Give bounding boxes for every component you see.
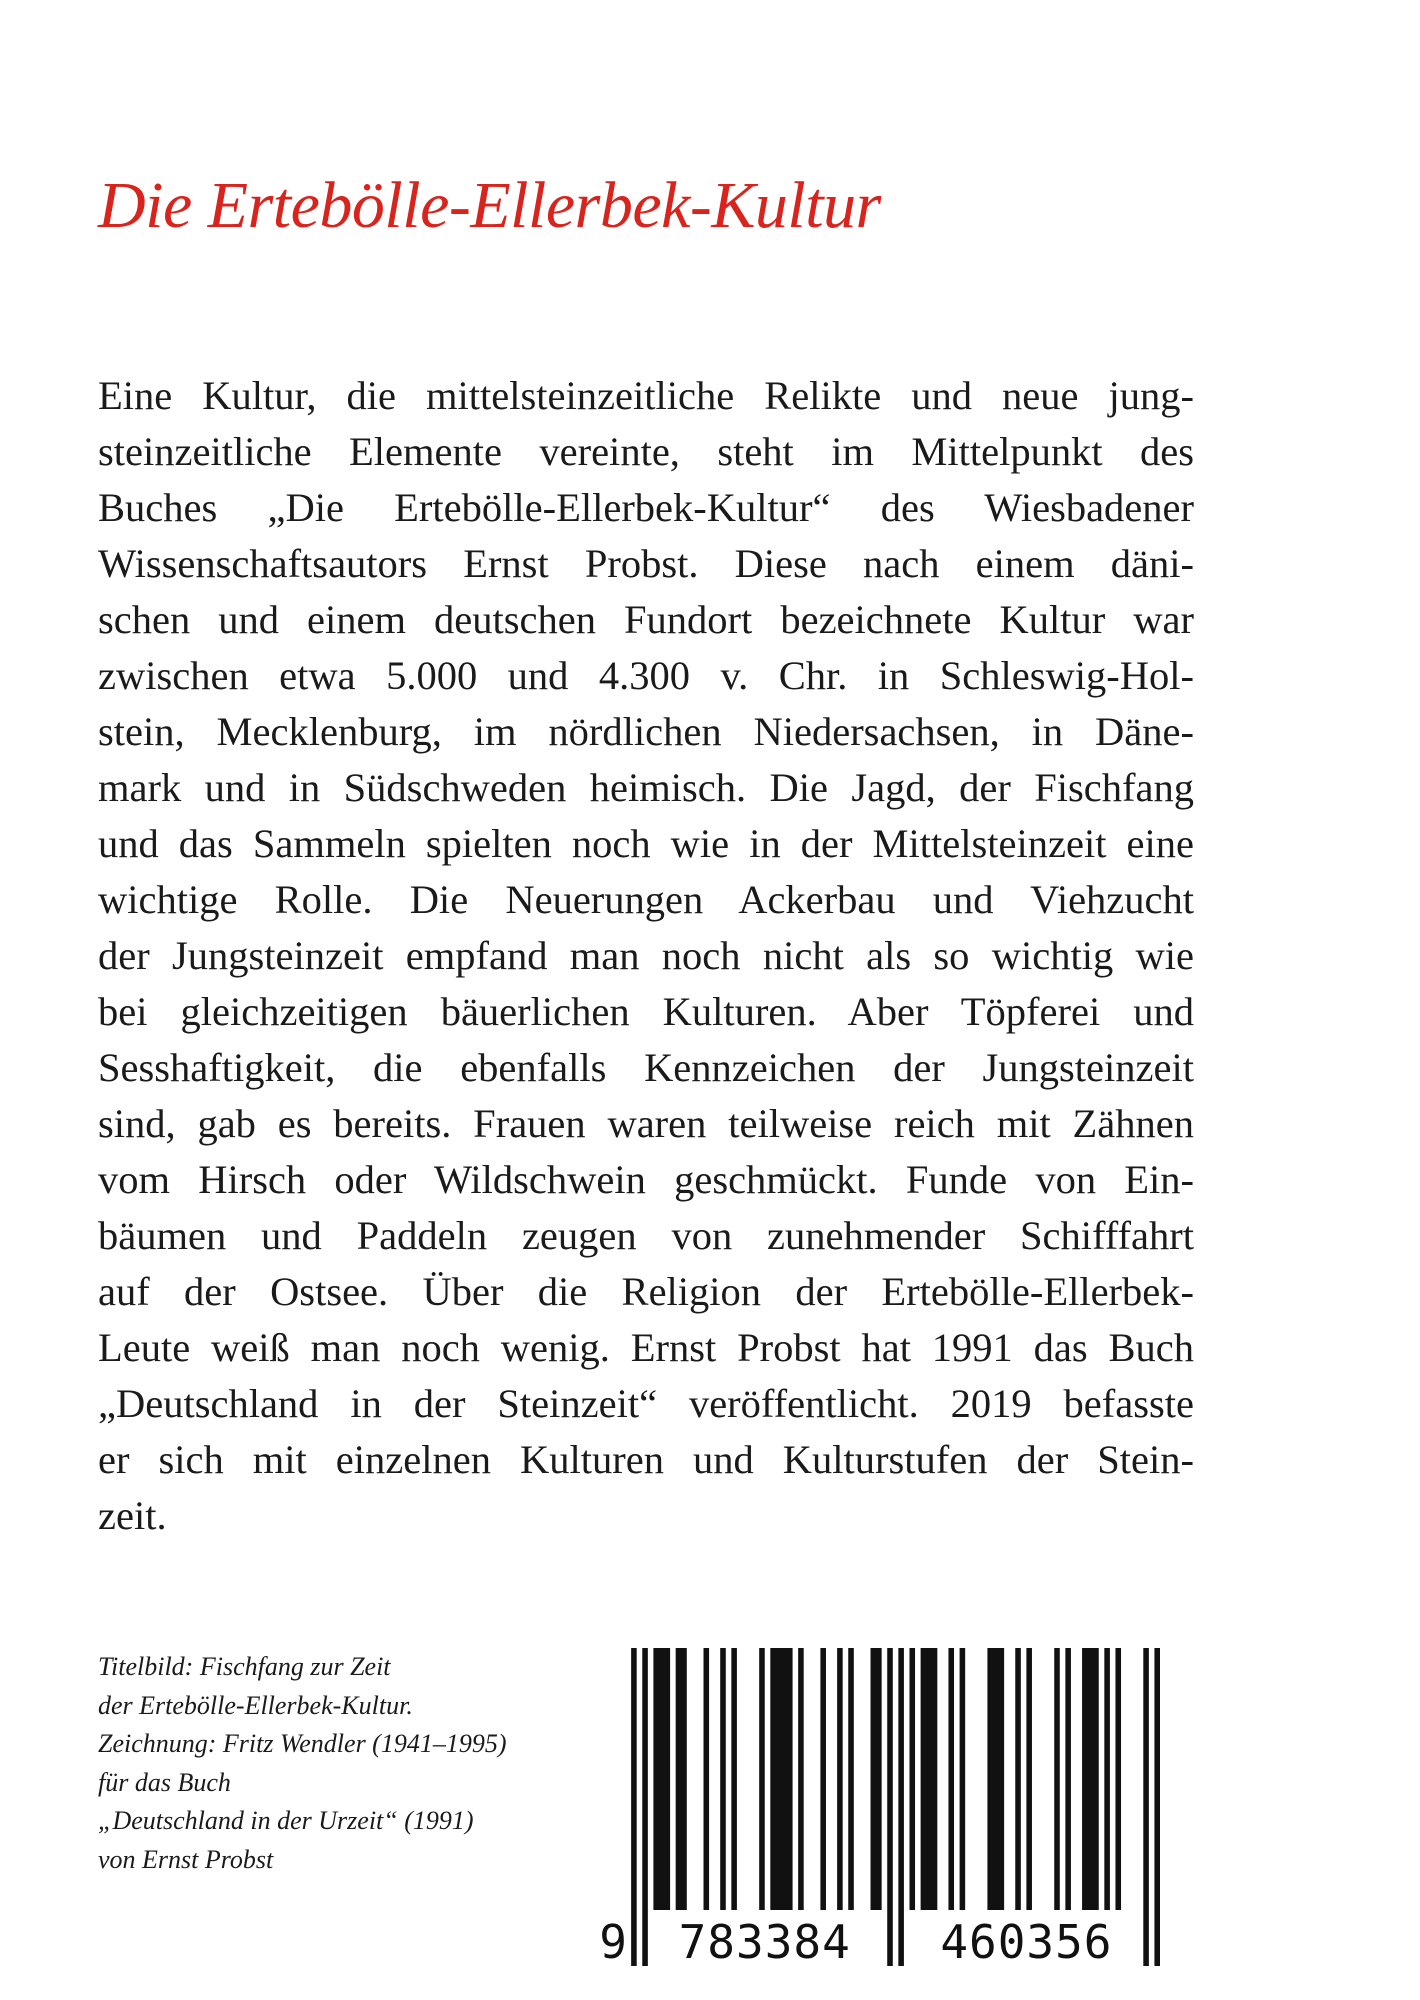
barcode-bar [704, 1648, 710, 1910]
barcode-bar [1026, 1648, 1032, 1910]
blurb-text [98, 368, 1194, 1544]
blurb-line: Leute weiß man noch wenig. Ernst Probst hat 1991 das Buch [98, 1325, 1194, 1370]
blurb-line: sind, gab es bereits. Frauen waren teilweise reich mit Zähnen [98, 1101, 1194, 1146]
barcode-bar [631, 1648, 637, 1966]
barcode-bar [837, 1648, 843, 1910]
barcode-bar [731, 1648, 737, 1910]
credit-line: der Ertebölle-Ellerbek-Kultur. [98, 1690, 413, 1720]
blurb-line: stein, Mecklenburg, im nördlichen Niedersachsen, in Däne- [98, 709, 1194, 754]
barcode-bar [820, 1648, 826, 1910]
barcode-bar [1104, 1648, 1110, 1910]
barcode-bar [676, 1648, 687, 1910]
book-title: Die Ertebölle-Ellerbek-Kultur [98, 169, 881, 242]
blurb-line: Buches „Die Ertebölle-Ellerbek-Kultur“ des Wiesbadener [98, 485, 1194, 530]
barcode-bar [921, 1648, 938, 1910]
blurb-line: der Jungsteinzeit empfand man noch nicht als so wichtig wie [98, 933, 1194, 978]
blurb-line: Eine Kultur, die mittelsteinzeitliche Relikte und neue jung- [98, 373, 1194, 418]
blurb-line: und das Sammeln spielten noch wie in der Mittelsteinzeit eine [98, 821, 1194, 866]
barcode-bar [653, 1648, 670, 1910]
credit-line: Zeichnung: Fritz Wendler (1941–1995) [98, 1729, 507, 1758]
barcode-digits-right: 460356 [940, 1915, 1113, 1969]
blurb-line: „Deutschland in der Steinzeit“ veröffentlicht. 2019 befasste [98, 1381, 1194, 1426]
barcode-bar [1054, 1648, 1060, 1910]
barcode-bar [948, 1648, 954, 1910]
barcode-bar [1082, 1648, 1099, 1910]
blurb-line: mark und in Südschweden heimisch. Die Jagd, der Fischfang [98, 765, 1194, 810]
barcode-bar [898, 1648, 904, 1966]
blurb-line: wichtige Rolle. Die Neuerungen Ackerbau und Viehzucht [98, 877, 1194, 922]
barcode-bar [770, 1648, 792, 1910]
blurb-line: bäumen und Paddeln zeugen von zunehmender Schifffahrt [98, 1213, 1194, 1258]
blurb-line: Wissenschaftsautors Ernst Probst. Diese nach einem däni- [98, 541, 1194, 586]
barcode-bar [848, 1648, 854, 1910]
blurb-line: Sesshaftigkeit, die ebenfalls Kennzeichen der Jungsteinzeit [98, 1045, 1194, 1090]
isbn-barcode [599, 1648, 1162, 1969]
barcode-bar [720, 1648, 726, 1910]
credit-line: „Deutschland in der Urzeit“ (1991) [98, 1806, 474, 1835]
credit-line: für das Buch [98, 1767, 231, 1797]
barcode-bar [1115, 1648, 1121, 1910]
barcode-bar [1154, 1648, 1160, 1966]
barcode-bar [909, 1648, 915, 1910]
barcode-bar [759, 1648, 765, 1910]
barcode-digits-left: 783384 [678, 1915, 851, 1969]
blurb-line: schen und einem deutschen Fundort bezeichnete Kultur war [98, 597, 1194, 642]
barcode-bar [1015, 1648, 1021, 1910]
blurb-line: er sich mit einzelnen Kulturen und Kulturstufen der Stein- [98, 1437, 1194, 1482]
blurb-line: steinzeitliche Elemente vereinte, steht im Mittelpunkt des [98, 429, 1194, 474]
blurb-line: zeit. [98, 1493, 167, 1538]
blurb-line: zwischen etwa 5.000 und 4.300 v. Chr. in Schleswig-Hol- [98, 653, 1194, 698]
blurb-line: bei gleichzeitigen bäuerlichen Kulturen. Aber Töpferei und [98, 989, 1194, 1034]
credit-line: von Ernst Probst [98, 1844, 274, 1874]
barcode-bar [871, 1648, 882, 1910]
credit-line: Titelbild: Fischfang zur Zeit [98, 1652, 391, 1681]
barcode-bar [1065, 1648, 1071, 1910]
cover-credit [98, 1648, 618, 1879]
barcode-bar [987, 1648, 1004, 1910]
barcode-bar [1143, 1648, 1149, 1966]
blurb-line: vom Hirsch oder Wildschwein geschmückt. Funde von Ein- [98, 1157, 1194, 1202]
barcode-bar [642, 1648, 648, 1966]
blurb-line: auf der Ostsee. Über die Religion der Ertebölle-Ellerbek- [98, 1269, 1194, 1314]
barcode-digit-first: 9 [599, 1915, 627, 1969]
barcode-bar [887, 1648, 893, 1966]
barcode-bar [960, 1648, 966, 1910]
barcode-bar [798, 1648, 804, 1910]
